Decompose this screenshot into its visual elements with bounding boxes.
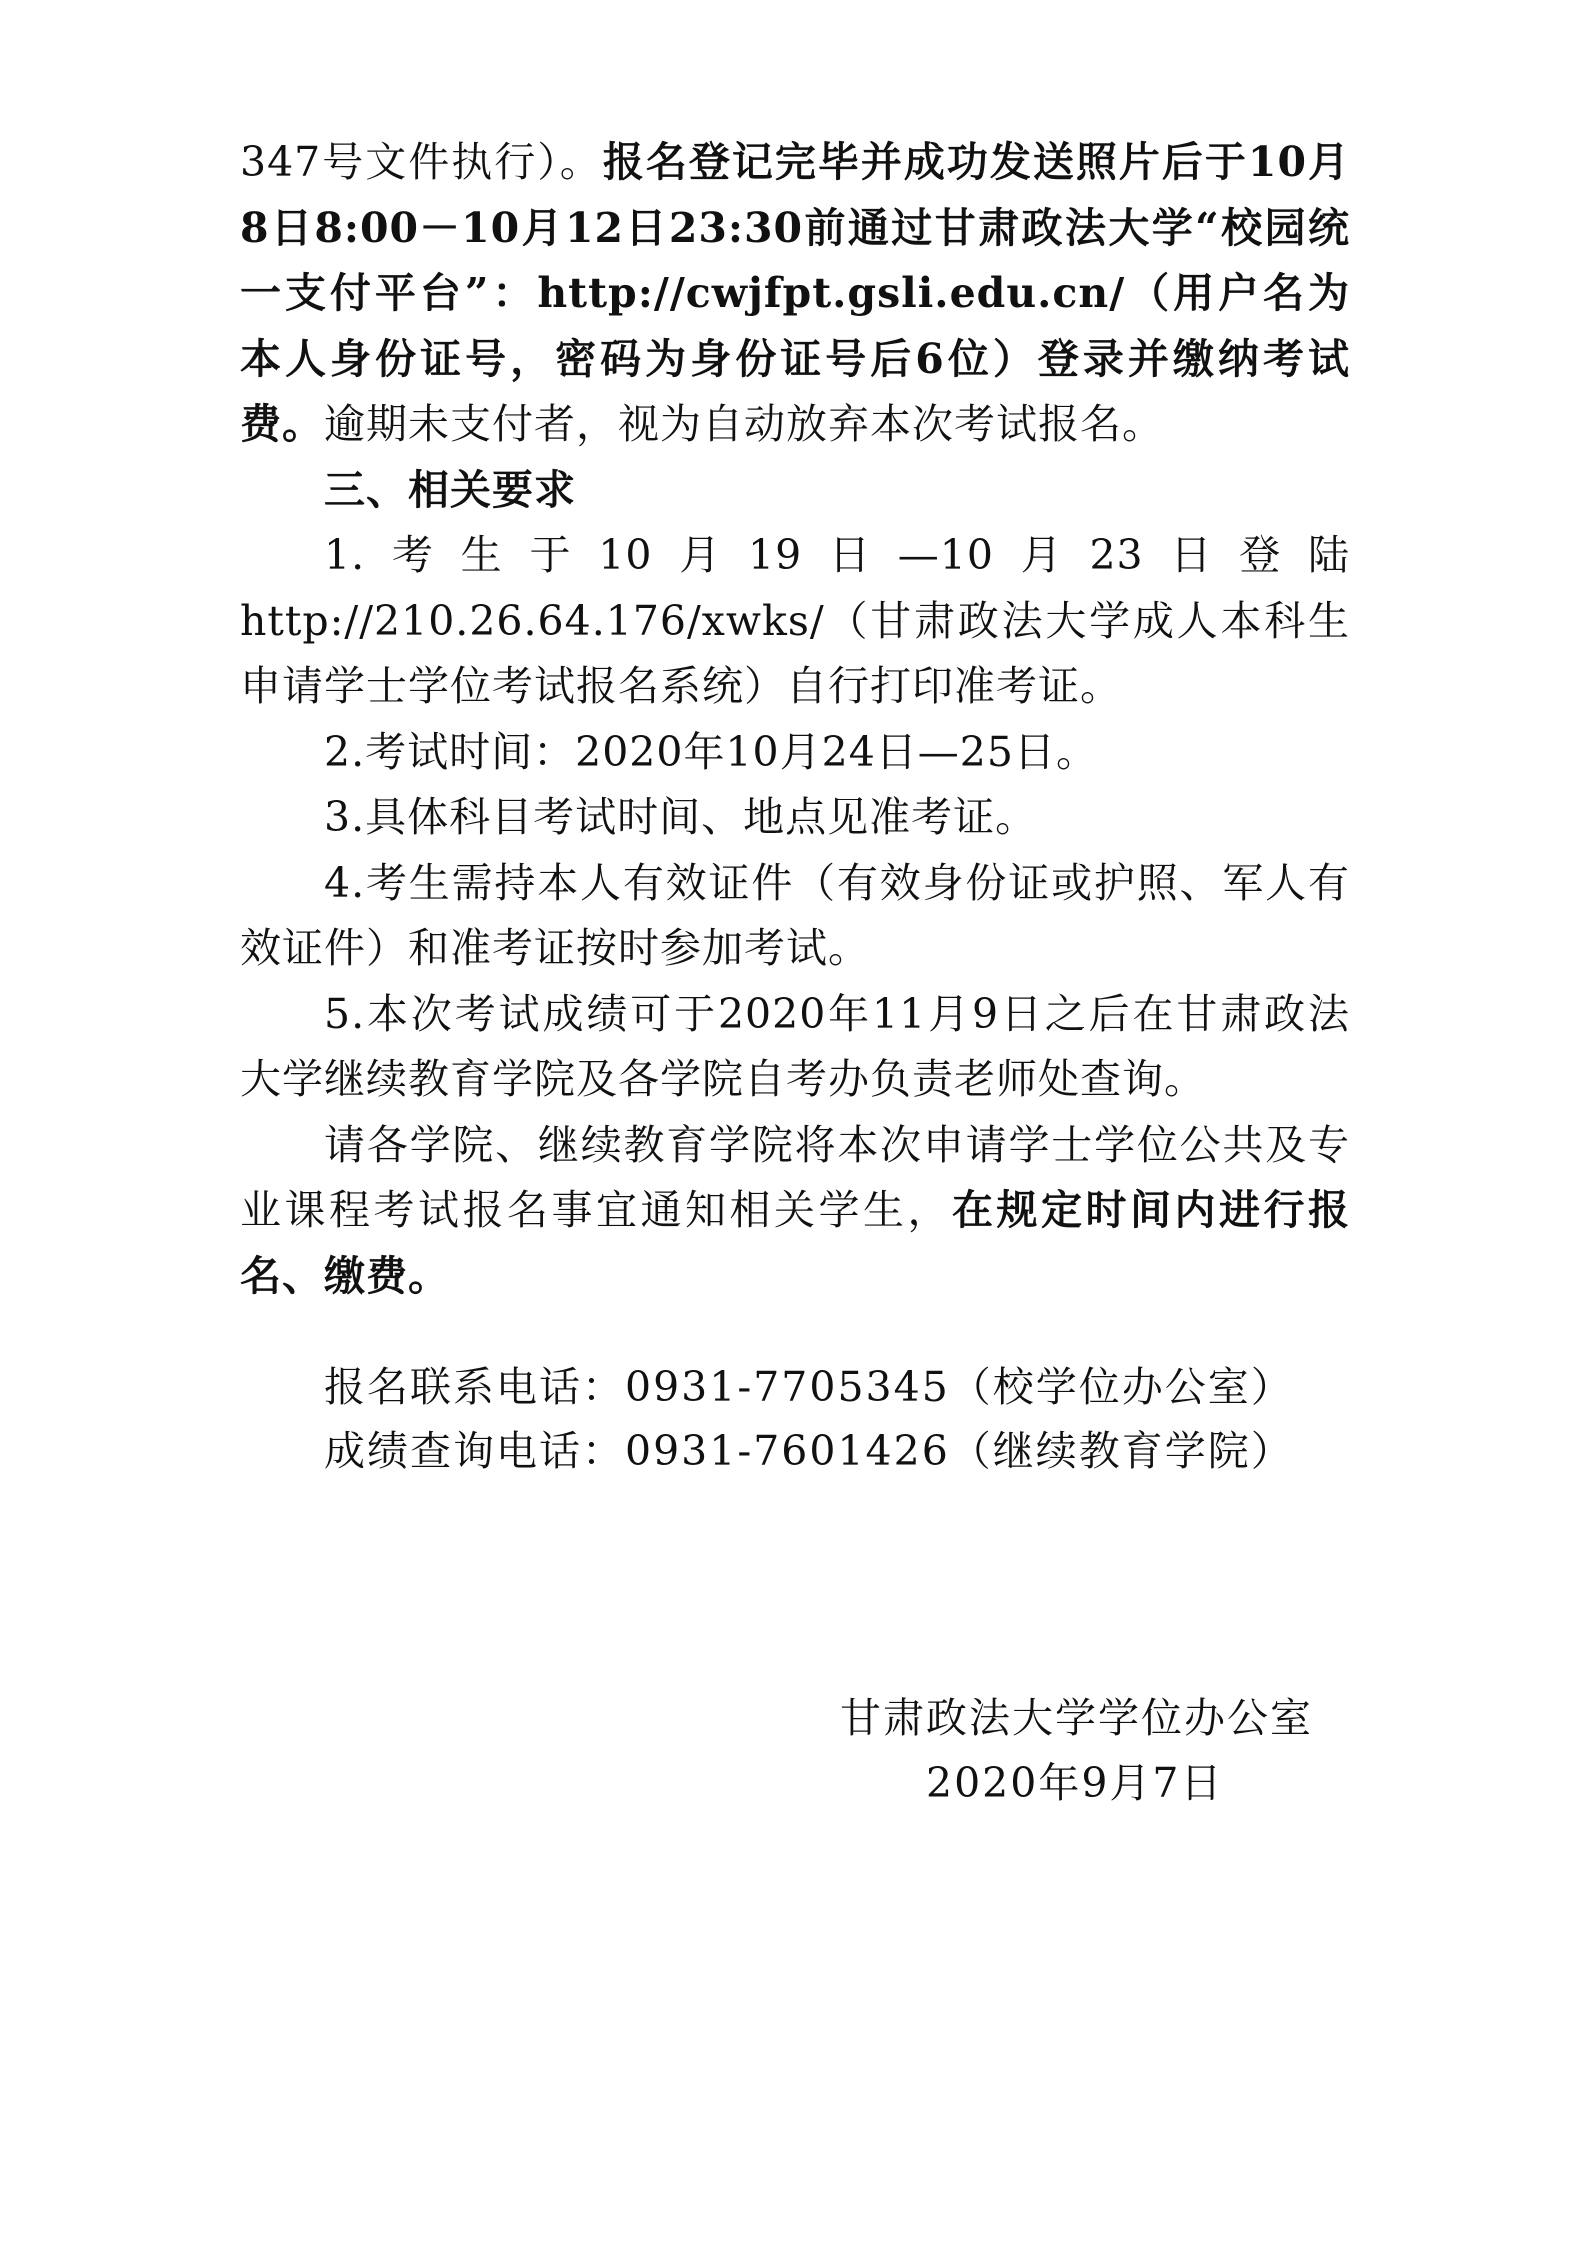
contact-score-phone: 成绩查询电话：0931-7601426（继续教育学院） <box>324 1427 1294 1475</box>
fee-paragraph <box>240 130 1350 458</box>
requirement-item-3: 3.具体科目考试时间、地点见准考证。 <box>324 793 1038 841</box>
requirement-item-2: 2.考试时间：2020年10月24日—25日。 <box>324 727 1098 776</box>
fee-paragraph-end: 逾期未支付者，视为自动放弃本次考试报名。 <box>324 400 1164 448</box>
contact-info <box>324 1355 1294 1483</box>
requirement-item-1: 1.考生于10月19日—10月23日登陆http://210.26.64.176/xwks/（甘肃政法大学成人本科生申请学士学位考试报名系统）自行打印准考证。 <box>240 531 1350 710</box>
signature-date: 2020年9月7日 <box>926 1759 1224 1807</box>
contact-registration-phone: 报名联系电话：0931-7705345（校学位办公室） <box>324 1363 1294 1411</box>
section-heading: 三、相关要求 <box>324 465 576 514</box>
signature <box>840 1686 1313 1816</box>
closing-emphasis: 在规定时间内进行报名、缴费。 <box>240 1186 1350 1300</box>
document-body <box>240 130 1350 1309</box>
requirement-item-5: 5.本次考试成绩可于2020年11月9日之后在甘肃政法大学继续教育学院及各学院自考办负责老师处查询。 <box>240 989 1350 1103</box>
signature-issuer: 甘肃政法大学学位办公室 <box>840 1694 1313 1742</box>
closing-text: 请各学院、继续教育学院将本次申请学士学位公共及专业课程考试报名事宜通知相关学生， <box>240 1120 1350 1234</box>
closing-paragraph <box>240 1113 1350 1310</box>
requirement-item-4: 4.考生需持本人有效证件（有效身份证或护照、军人有效证件）和准考证按时参加考试。 <box>240 858 1350 972</box>
fee-paragraph-emphasis: 报名登记完毕并成功发送照片后于10月8日8:00－10月12日23:30前通过甘肃政法大学“校园统一支付平台”：http://cwjfpt.gsli.edu.cn/（用户名为本人身份证号，密码为身份证号后6位）登录并缴纳考试费。 <box>240 138 1350 448</box>
fee-paragraph-start: 347号文件执行）。 <box>240 138 603 186</box>
